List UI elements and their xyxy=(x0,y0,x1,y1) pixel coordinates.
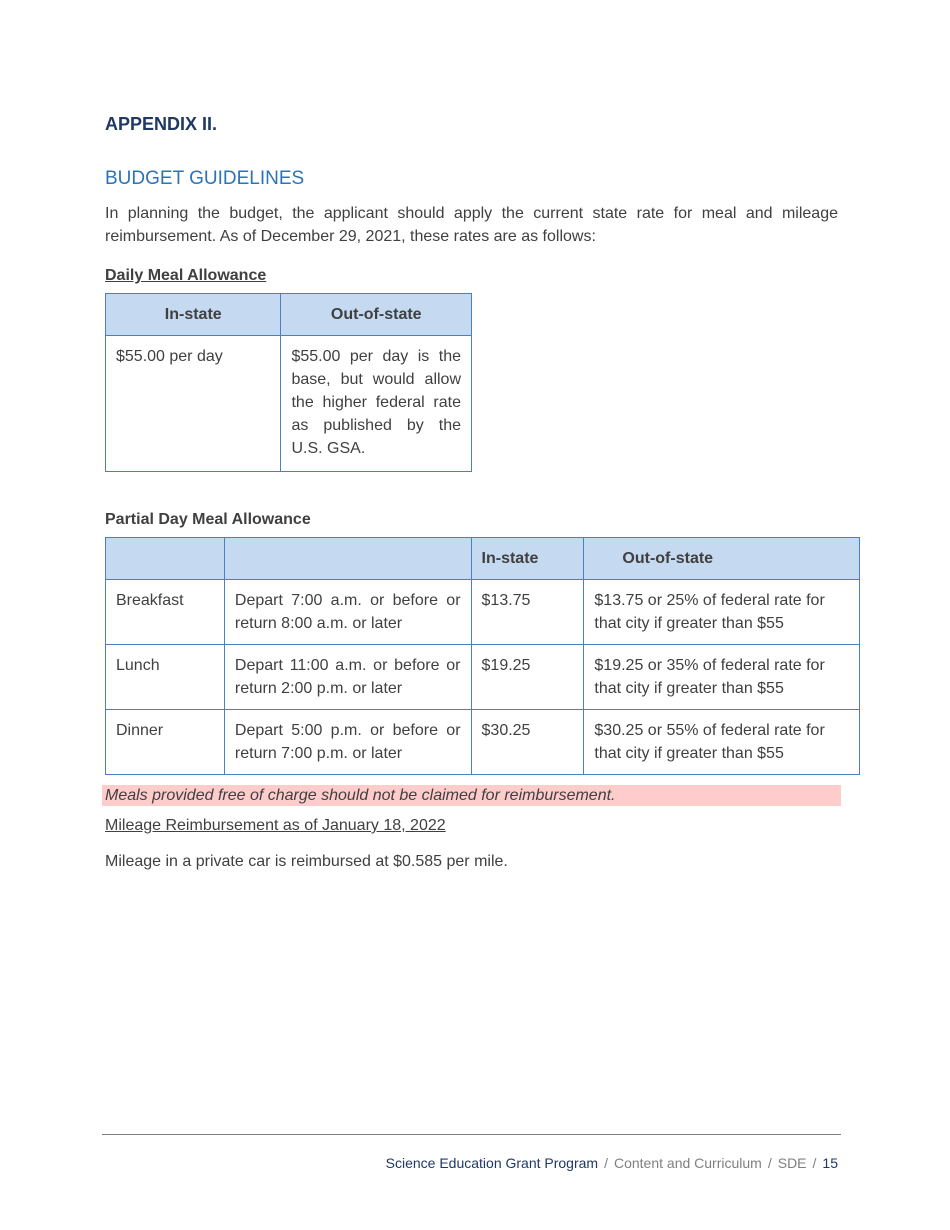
daily-in-state-cell: $55.00 per day xyxy=(106,336,281,472)
appendix-title: APPENDIX II. xyxy=(105,114,218,134)
table-row xyxy=(106,645,860,710)
column-header-condition xyxy=(224,538,471,580)
condition-cell: Depart 11:00 a.m. or before or return 2:00 p.m. or later xyxy=(224,645,471,710)
table-header-row xyxy=(106,294,472,336)
partial-meal-heading: Partial Day Meal Allowance xyxy=(105,511,311,528)
page-footer xyxy=(386,1155,838,1171)
column-header-out-of-state: Out-of-state xyxy=(281,294,472,336)
table-row xyxy=(106,580,860,645)
column-header-out-of-state: Out-of-state xyxy=(584,538,860,580)
in-state-cell: $30.25 xyxy=(471,710,584,775)
footer-program: Science Education Grant Program xyxy=(385,1155,599,1171)
column-header-meal xyxy=(106,538,225,580)
out-of-state-cell: $19.25 or 35% of federal rate for that city if greater than $55 xyxy=(584,645,860,710)
footer-separator: / xyxy=(767,1155,772,1171)
partial-meal-table xyxy=(105,537,860,775)
footer-separator: / xyxy=(812,1155,817,1171)
mileage-text: Mileage in a private car is reimbursed at $0.585 per mile. xyxy=(105,853,508,870)
condition-cell: Depart 7:00 a.m. or before or return 8:00 a.m. or later xyxy=(224,580,471,645)
meal-cell: Dinner xyxy=(106,710,225,775)
condition-cell: Depart 5:00 p.m. or before or return 7:00 p.m. or later xyxy=(224,710,471,775)
table-row xyxy=(106,710,860,775)
column-header-in-state: In-state xyxy=(106,294,281,336)
daily-meal-heading: Daily Meal Allowance xyxy=(105,267,267,284)
meal-cell: Breakfast xyxy=(106,580,225,645)
in-state-cell: $13.75 xyxy=(471,580,584,645)
footer-separator: / xyxy=(604,1155,608,1171)
footer-org: SDE xyxy=(777,1155,807,1171)
section-title: BUDGET GUIDELINES xyxy=(105,168,305,189)
daily-out-of-state-cell: $55.00 per day is the base, but would allow the higher federal rate as published by the U.S. GSA. xyxy=(281,336,472,472)
page-number: 15 xyxy=(822,1155,838,1171)
table-header-row xyxy=(106,538,860,580)
out-of-state-cell: $30.25 or 55% of federal rate for that city if greater than $55 xyxy=(584,710,860,775)
meal-cell: Lunch xyxy=(106,645,225,710)
mileage-heading: Mileage Reimbursement as of January 18, 2022 xyxy=(105,817,446,834)
in-state-cell: $19.25 xyxy=(471,645,584,710)
column-header-in-state: In-state xyxy=(471,538,584,580)
daily-meal-table xyxy=(105,293,472,472)
table-row xyxy=(106,336,472,472)
out-of-state-cell: $13.75 or 25% of federal rate for that city if greater than $55 xyxy=(584,580,860,645)
footer-section: Content and Curriculum xyxy=(613,1155,762,1171)
intro-paragraph: In planning the budget, the applicant should apply the current state rate for meal and mileage reimbursement. As of December 29, 2021, these rates are as follows: xyxy=(105,205,838,245)
footer-divider xyxy=(102,1134,841,1135)
reimbursement-note: Meals provided free of charge should not be claimed for reimbursement. xyxy=(102,785,841,806)
